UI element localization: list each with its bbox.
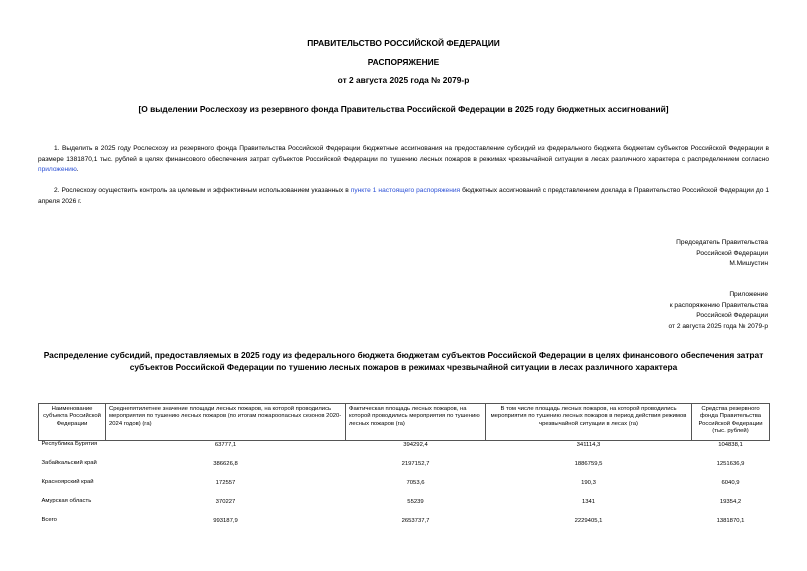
total-label-cell: Всего bbox=[41, 517, 57, 523]
total-emergency-area-cell: 2229405,1 bbox=[574, 518, 603, 524]
document-type: РАСПОРЯЖЕНИЕ bbox=[367, 57, 440, 67]
funds-cell: 104838,1 bbox=[718, 442, 743, 448]
appendix-reference bbox=[669, 290, 768, 332]
actual-area-cell: 394292,4 bbox=[403, 442, 428, 448]
appendix-label: Приложение bbox=[729, 291, 768, 298]
actual-area-cell: 55239 bbox=[407, 499, 424, 505]
funds-cell: 1251636,9 bbox=[716, 461, 745, 467]
paragraph-1-text: 1. Выделить в 2025 году Рослесхозу из резервного фонда Правительства Российской Федерации бюджетные ассигнования на предоставление субсидий из федерального бюджета бюджетам субъектов Российской Федерации в размере 1381870,1 тыс. рублей в целях финансового обеспечения затрат субъектов Российской Федерации по тушению лесных пожаров в режимах чрезвычайной ситуации в лесах различного характера с распределением согласно bbox=[38, 145, 769, 163]
header-funds: Средства резервного фонда Правительства Российской Федерации (тыс. рублей) bbox=[692, 404, 770, 441]
appendix-link[interactable]: приложению bbox=[38, 166, 77, 174]
header-avg-area: Среднепятилетнее значение площади лесных пожаров, на которой проводились мероприятия по тушению лесных пожаров (по итогам пожароопасных сезонов 2020-2024 годов) (га) bbox=[106, 404, 346, 441]
avg-area-cell: 172557 bbox=[215, 480, 236, 486]
signature-block bbox=[676, 238, 768, 270]
document-title: [О выделении Рослесхозу из резервного фонда Правительства Российской Федерации в 2025 году бюджетных ассигнований] bbox=[138, 104, 669, 114]
appendix-line-4: от 2 августа 2025 года № 2079-р bbox=[668, 322, 768, 330]
paragraph-2-end: бюджетных ассигнований с представлением доклада в Правительство Российской Федерации до 1 апреля 2026 г. bbox=[38, 187, 770, 205]
avg-area-cell: 370227 bbox=[215, 499, 236, 505]
emergency-area-cell: 341114,3 bbox=[576, 442, 601, 448]
avg-area-cell: 63777,1 bbox=[214, 442, 237, 448]
signature-name: М.Мишустин bbox=[729, 260, 768, 268]
document-date: от 2 августа 2025 года № 2079-р bbox=[337, 75, 470, 85]
government-heading: ПРАВИТЕЛЬСТВО РОССИЙСКОЙ ФЕДЕРАЦИИ bbox=[307, 38, 500, 48]
region-cell: Республика Бурятия bbox=[41, 441, 98, 447]
distribution-table-wrap bbox=[38, 403, 769, 525]
table-row bbox=[39, 441, 770, 461]
table-title: Распределение субсидий, предоставляемых в 2025 году из федерального бюджета бюджетам субъектов Российской Федерации в целях финансового обеспечения затрат субъектов Российской Федерации по тушению лесных пожаров в режимах чрезвычайной ситуации в лесах различного характера bbox=[43, 350, 764, 373]
actual-area-cell: 2197152,7 bbox=[401, 461, 430, 467]
region-cell: Амурская область bbox=[41, 498, 92, 504]
region-cell: Забайкальский край bbox=[41, 460, 97, 466]
total-avg-area-cell: 993187,9 bbox=[213, 518, 238, 524]
distribution-table bbox=[38, 403, 770, 525]
paragraph-2-start: 2. Рослесхозу осуществить контроль за целевым и эффективным использованием указанных в bbox=[54, 187, 349, 194]
table-header-row bbox=[39, 404, 770, 441]
table-row bbox=[39, 479, 770, 498]
paragraph-1 bbox=[38, 144, 769, 176]
actual-area-cell: 7053,6 bbox=[406, 480, 425, 486]
appendix-line-3: Российской Федерации bbox=[696, 312, 768, 320]
appendix-line-2: к распоряжению Правительства bbox=[669, 301, 768, 309]
avg-area-cell: 386626,8 bbox=[213, 461, 238, 467]
table-total-row bbox=[39, 517, 770, 525]
total-funds-cell: 1381870,1 bbox=[716, 518, 745, 524]
clause-1-link[interactable]: пункте 1 настоящего распоряжения bbox=[350, 187, 461, 194]
funds-cell: 6040,9 bbox=[721, 480, 740, 486]
header-actual-area: Фактическая площадь лесных пожаров, на которой проводились мероприятия по тушению лесных пожаров (га) bbox=[346, 404, 486, 441]
header-region: Наименование субъекта Российской Федерации bbox=[39, 404, 106, 441]
paragraph-2 bbox=[38, 186, 769, 207]
signature-position: Председатель Правительства bbox=[676, 239, 768, 246]
emergency-area-cell: 1886759,5 bbox=[574, 461, 603, 467]
paragraph-1-end: . bbox=[76, 166, 79, 174]
region-cell: Красноярский край bbox=[41, 479, 94, 485]
emergency-area-cell: 190,3 bbox=[581, 480, 596, 486]
header-emergency-area: В том числе площадь лесных пожаров, на которой проводились мероприятия по тушению лесных пожаров в период действия режимов чрезвычайной ситуации в лесах (га) bbox=[486, 404, 692, 441]
signature-org: Российской Федерации bbox=[696, 249, 768, 257]
table-row bbox=[39, 498, 770, 517]
emergency-area-cell: 1341 bbox=[581, 499, 596, 505]
funds-cell: 19354,2 bbox=[719, 499, 742, 505]
table-row bbox=[39, 460, 770, 479]
total-actual-area-cell: 2653737,7 bbox=[401, 518, 430, 524]
